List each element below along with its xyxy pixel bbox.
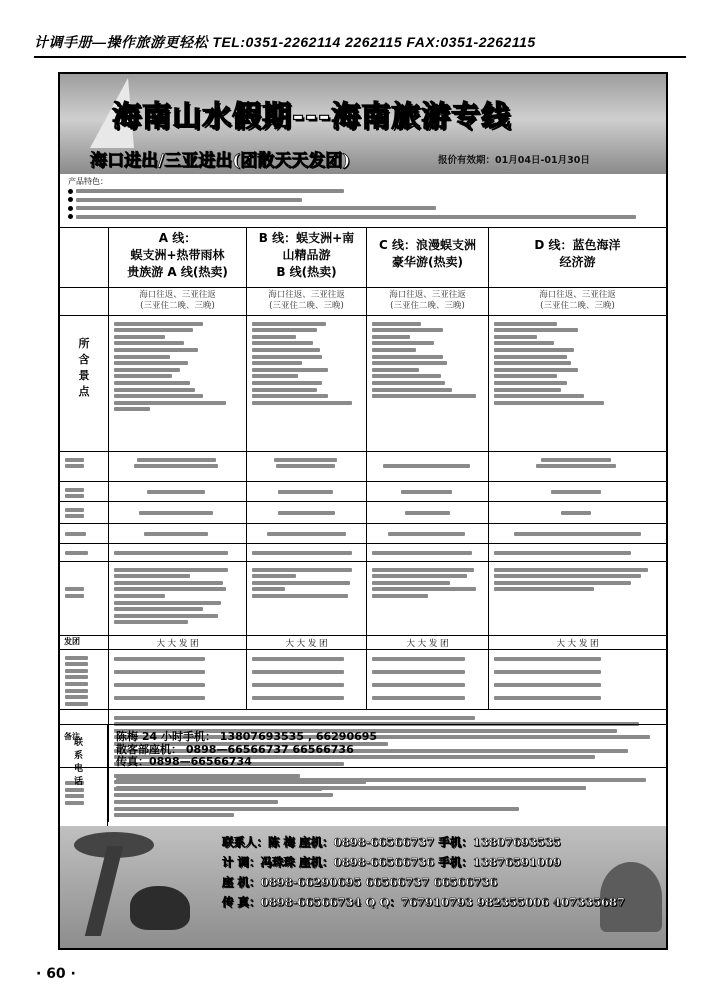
route-c-title: C 线：浪漫蜈支洲 豪华游(热卖) [379,238,476,269]
product-features [60,174,666,228]
contact-info [116,731,377,769]
feature-item [68,187,658,196]
route-d-prices [488,650,666,709]
features-title: 产品特色： [68,177,108,186]
base-row [60,288,666,316]
advertisement-box [58,72,668,950]
route-a-base: 海口往返、三亚往返 (三亚住二晚、三晚) [139,290,216,311]
route-c-prices [366,650,488,709]
rock-graphic [130,886,190,930]
page-header: 计调手册—操作旅游更轻松 TEL:0351-2262114 2262115 FAX:0351-2262115 [34,34,536,50]
banner-title: 海南山水假期---海南旅游专线 [112,99,512,133]
price-row [60,650,666,710]
route-d-title: D 线：蓝色海洋 经济游 [534,238,621,269]
gift-row [60,502,666,524]
bullet-icon [68,197,73,202]
feature-item [68,204,658,213]
bullet-icon [68,189,73,194]
footer-line-fax: 传 真：0898-66566734 Q Q：767910793 982355006 407335687 [222,895,625,909]
price-day-labels [60,650,108,709]
notes-label: 备注 [64,732,80,741]
spots-row [60,316,666,452]
contact-line-mobile: 陈梅 24 小时手机： 13807693535 , 66290695 [116,730,378,743]
gift-row-2 [60,524,666,544]
hotel-name-row [60,562,666,636]
meal-row [60,482,666,502]
route-b-base: 海口往返、三亚往返 (三亚住二晚、三晚) [268,290,345,311]
feature-item [68,196,658,205]
route-a-spots [108,316,246,451]
depart-label: 发团 [64,637,80,646]
bullet-icon [68,206,73,211]
header-rule [34,56,686,58]
spots-label: 所 含 景 点 [78,337,90,398]
route-c-spots [366,316,488,451]
price-validity: 报价有效期：01月04日-01月30日 [438,155,590,166]
contact-line-fax: 传真：0898—66566734 [116,755,252,768]
itinerary-row [60,544,666,562]
route-c-depart: 大 大 发 团 [406,638,449,649]
route-a-prices [108,650,246,709]
bullet-icon [68,214,73,219]
page-number: · 60 · [36,966,76,982]
depart-row [60,636,666,650]
route-c-base: 海口往返、三亚往返 (三亚住二晚、三晚) [389,290,466,311]
route-d-depart: 大 大 发 团 [556,638,599,649]
contact-line-landline: 散客部座机： 0898—66566737 66566736 [116,742,354,756]
feature-item [68,213,658,222]
route-a-depart: 大 大 发 团 [156,638,199,649]
palm-trunk-graphic [85,846,123,936]
route-b-title: B 线：蜈支洲+南 山精品游 B 线(热卖) [258,231,355,279]
hotel-standard-row [60,452,666,482]
footer-contacts [222,832,625,912]
contact-section [60,724,666,826]
banner-subtitle: 海口进出/三亚进出(团散天天发团) [90,151,351,171]
route-title-row [60,228,666,288]
footer-line-contact: 联系人：陈 梅 座机：0898-66566737 手机：13807693535 [222,835,561,849]
contact-label: 联 系 电 话 [60,725,108,827]
route-b-spots [246,316,366,451]
route-b-prices [246,650,366,709]
footer-banner [60,826,666,948]
route-a-title: A 线： 蜈支洲+热带雨林 贵族游 A 线(热卖) [127,231,228,279]
footer-line-planner: 计 调：冯珠珠 座机：0898-66566736 手机：13876591009 [222,855,561,869]
route-d-base: 海口往返、三亚往返 (三亚住二晚、三晚) [539,290,616,311]
route-b-depart: 大 大 发 团 [285,638,328,649]
route-d-spots [488,316,666,451]
banner [60,74,666,174]
footer-line-landline: 座 机：0898-66290695 66566737 66566736 [222,875,498,889]
